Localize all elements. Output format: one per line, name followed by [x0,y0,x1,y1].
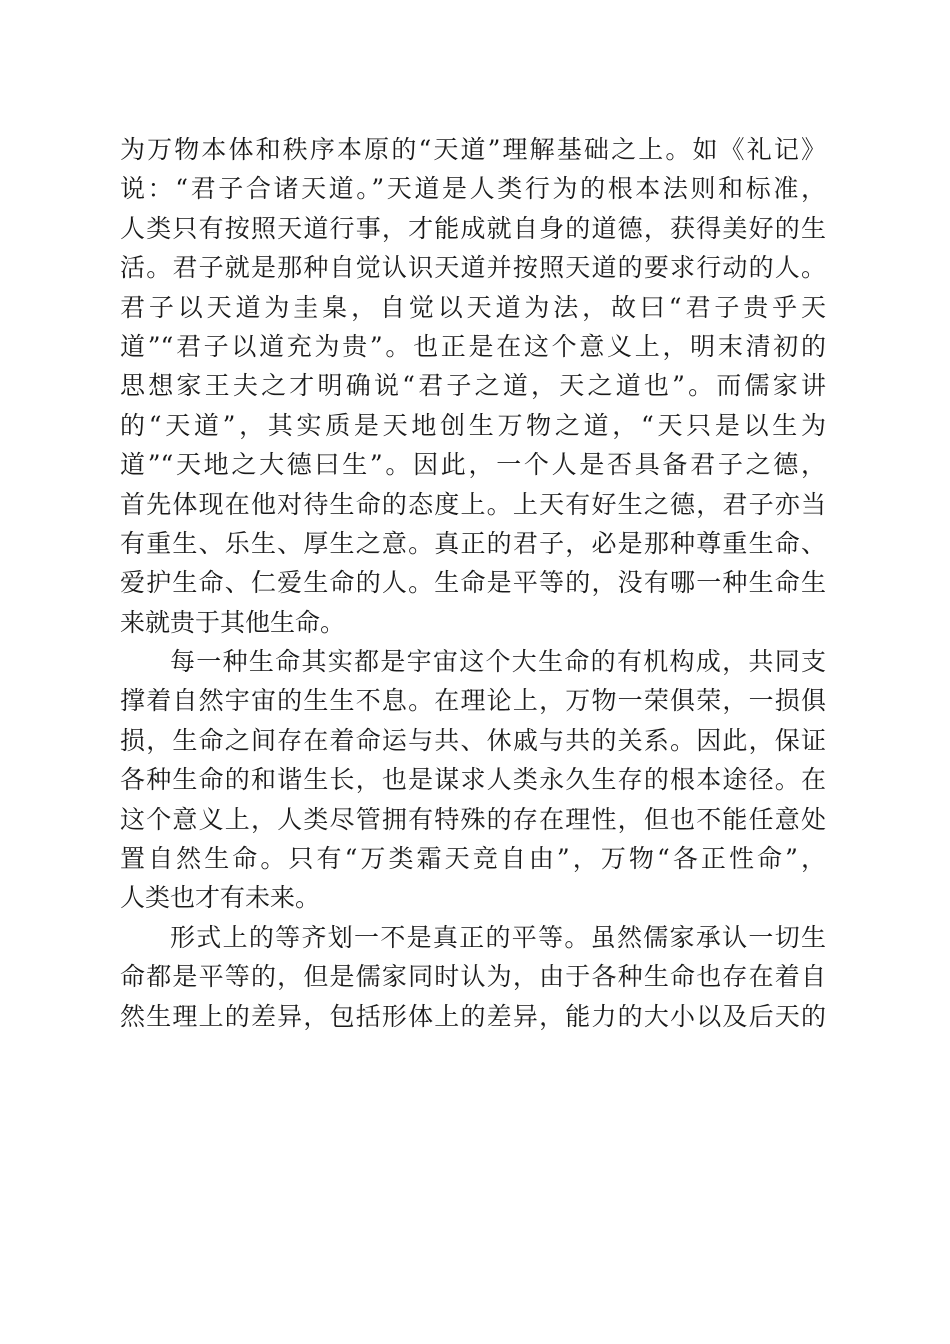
text-line: 说：“君子合诸天道。”天道是人类行为的根本法则和标准， [120,174,826,204]
paragraph-2 [120,642,826,918]
text-line: 君子以天道为圭臬，自觉以天道为法，故曰“君子贵乎天 [120,292,826,322]
text-line: 活。君子就是那种自觉认识天道并按照天道的要求行动的人。 [120,253,826,283]
text-line: 人类只有按照天道行事，才能成就自身的道德，获得美好的生 [120,213,826,243]
text-line: 命都是平等的，但是儒家同时认为，由于各种生命也存在着自 [120,962,826,992]
text-line: 置自然生命。只有“万类霜天竞自由”，万物“各正性命”， [120,844,826,874]
text-line: 然生理上的差异，包括形体上的差异，能力的大小以及后天的 [120,1001,826,1031]
text-line: 首先体现在他对待生命的态度上。上天有好生之德，君子亦当 [120,489,826,519]
text-line: 爱护生命、仁爱生命的人。生命是平等的，没有哪一种生命生 [120,568,826,598]
text-line: 道”“天地之大德曰生”。因此，一个人是否具备君子之德， [120,450,826,480]
text-line: 撑着自然宇宙的生生不息。在理论上，万物一荣俱荣，一损俱 [120,686,826,716]
text-line: 这个意义上，人类尽管拥有特殊的存在理性，但也不能任意处 [120,804,826,834]
text-line: 的“天道”，其实质是天地创生万物之道，“天只是以生为 [120,410,826,440]
paragraph-1 [120,130,826,642]
text-line: 形式上的等齐划一不是真正的平等。虽然儒家承认一切生 [170,922,826,952]
text-line: 各种生命的和谐生长，也是谋求人类永久生存的根本途径。在 [120,765,826,795]
text-line: 来就贵于其他生命。 [120,607,346,637]
text-line: 每一种生命其实都是宇宙这个大生命的有机构成，共同支 [170,647,826,677]
text-line: 为万物本体和秩序本原的“天道”理解基础之上。如《礼记》 [120,135,826,164]
text-line: 人类也才有未来。 [120,883,321,913]
text-line: 有重生、乐生、厚生之意。真正的君子，必是那种尊重生命、 [120,528,826,558]
text-line: 思想家王夫之才明确说“君子之道，天之道也”。而儒家讲 [120,371,826,401]
text-line: 损，生命之间存在着命运与共、休戚与共的关系。因此，保证 [120,725,826,755]
paragraph-3 [120,918,826,1036]
body-text [120,130,826,1036]
text-line: 道”“君子以道充为贵”。也正是在这个意义上，明末清初的 [120,331,826,361]
